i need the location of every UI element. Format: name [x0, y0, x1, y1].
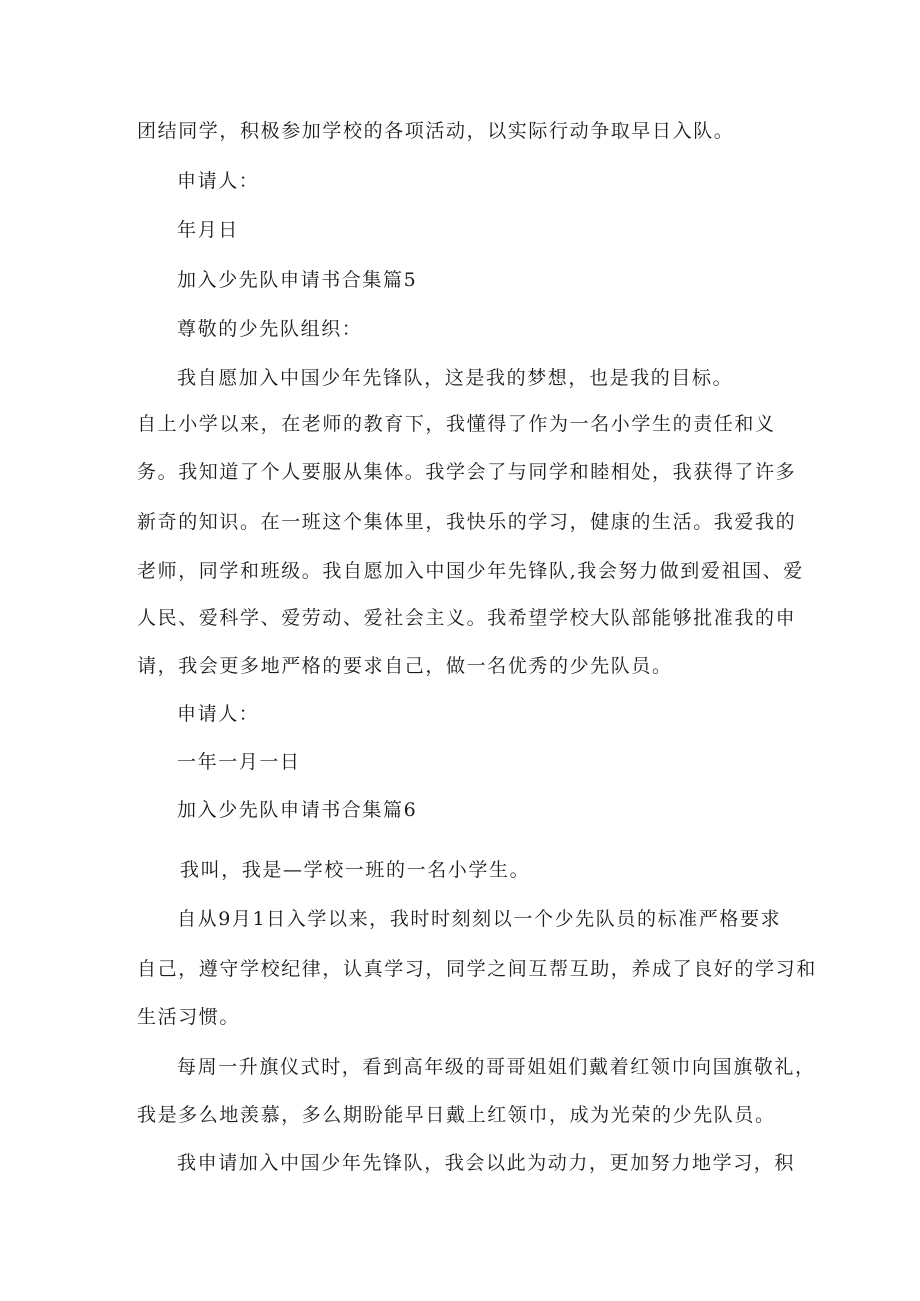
paragraph-line: 我申请加入中国少年先锋队，我会以此为动力，更加努力地学习，积 — [177, 1152, 796, 1174]
paragraph-line: 生活习惯。 — [137, 1006, 241, 1028]
paragraph-line: 请，我会更多地严格的要求自己，做一名优秀的少先队员。 — [137, 655, 673, 677]
paragraph-line: 老师，同学和班级。我自愿加入中国少年先锋队,我会努力做到爱祖国、爱 — [137, 560, 804, 582]
applicant-label: 申请人： — [177, 703, 260, 725]
paragraph-line: 新奇的知识。在一班这个集体里，我快乐的学习，健康的生活。我爱我的 — [137, 511, 797, 533]
salutation: 尊敬的少先队组织： — [177, 318, 363, 340]
date-line: 一年一月一日 — [177, 751, 301, 773]
paragraph-line: 自己，遵守学校纪律，认真学习，同学之间互帮互助，养成了良好的学习和 — [137, 958, 817, 980]
paragraph-line: 务。我知道了个人要服从集体。我学会了与同学和睦相处，我获得了许多 — [137, 461, 797, 483]
paragraph-line: 自从9月1日入学以来，我时时刻刻以一个少先队员的标准严格要求 — [177, 908, 782, 930]
paragraph-line: 每周一升旗仪式时，看到高年级的哥哥姐姐们戴着红领巾向国旗敬礼， — [177, 1056, 816, 1078]
date-line: 年月日 — [177, 219, 239, 241]
applicant-label: 申请人： — [177, 170, 260, 192]
paragraph-line: 团结同学，积极参加学校的各项活动，以实际行动争取早日入队。 — [137, 120, 735, 142]
paragraph-line: 自上小学以来，在老师的教育下，我懂得了作为一名小学生的责任和义 — [137, 413, 776, 435]
paragraph-line: 我自愿加入中国少年先锋队，这是我的梦想，也是我的目标。 — [177, 367, 734, 389]
section-heading: 加入少先队申请书合集篇5 — [177, 269, 418, 291]
paragraph-line: 我是多么地羡慕，多么期盼能早日戴上红领巾，成为光荣的少先队员。 — [137, 1104, 776, 1126]
paragraph-line: 人民、爱科学、爱劳动、爱社会主义。我希望学校大队部能够批准我的申 — [137, 607, 797, 629]
paragraph-line: 我叫，我是—学校一班的一名小学生。 — [180, 859, 531, 881]
section-heading: 加入少先队申请书合集篇6 — [177, 799, 418, 821]
